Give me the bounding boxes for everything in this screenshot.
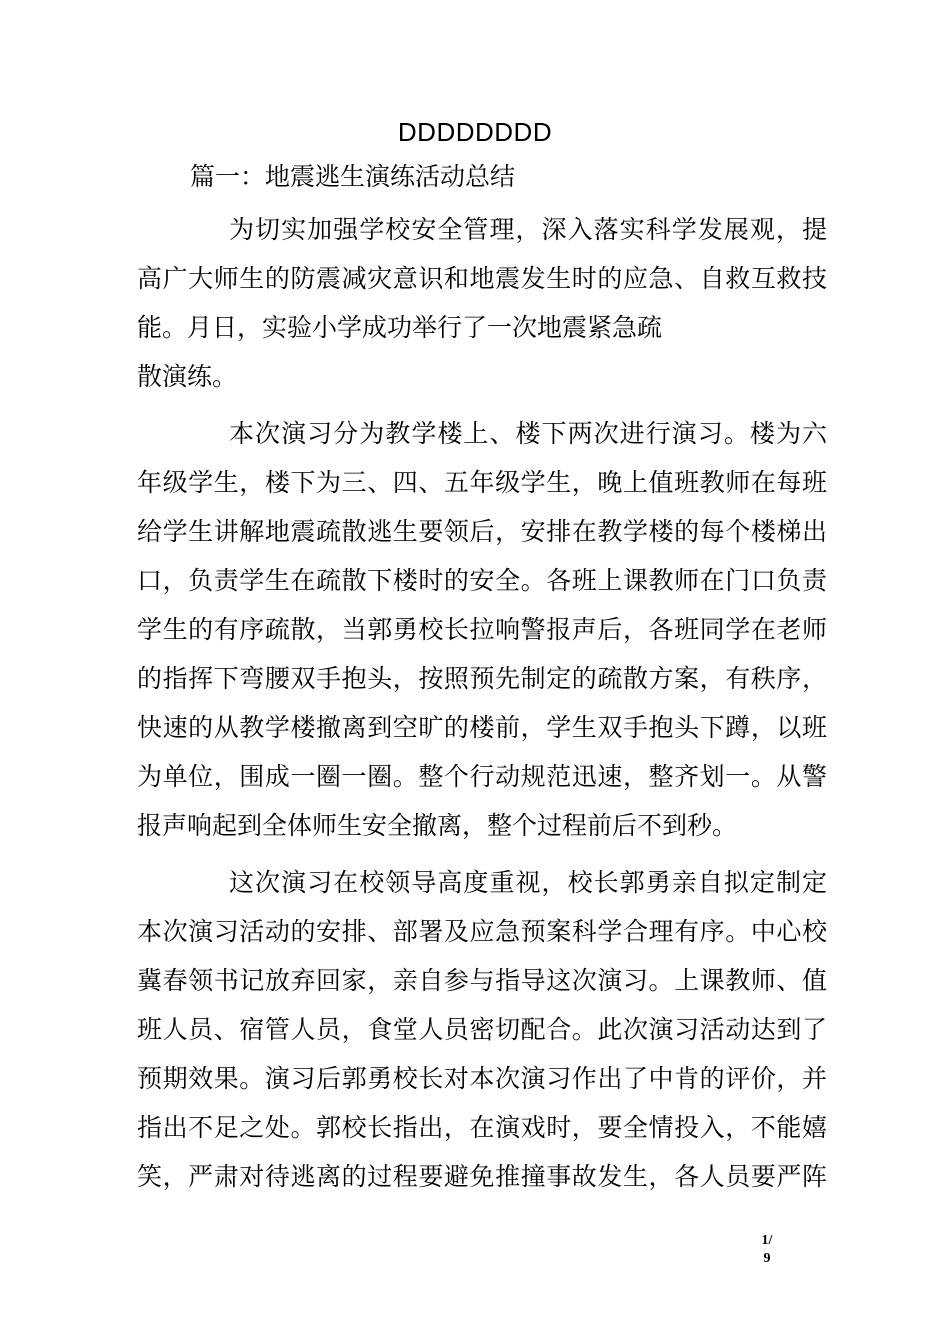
paragraph-2-line-1: 本次演习分为教学楼上、楼下两次进行演习。楼为六 xyxy=(229,419,827,448)
paragraph-2-line-7: 快速的从教学楼撤离到空旷的楼前，学生双手抱头下蹲，以班 xyxy=(137,713,827,742)
document-body xyxy=(137,205,827,1201)
paragraph-2-line-8: 为单位，围成一圈一圈。整个行动规范迅速，整齐划一。从警 xyxy=(137,762,827,791)
paragraph-1-line-2: 高广大师生的防震减灾意识和地震发生时的应急、自救互救技 xyxy=(137,264,827,293)
section-title: 篇一：地震逃生演练活动总结 xyxy=(190,162,516,191)
paragraph-3-line-5: 预期效果。演习后郭勇校长对本次演习作出了中肯的评价，并 xyxy=(137,1064,827,1093)
paragraph-2-line-6: 的指挥下弯腰双手抱头，按照预先制定的疏散方案，有秩序， xyxy=(137,664,827,693)
paragraph-2-line-3: 给学生讲解地震疏散逃生要领后，安排在教学楼的每个楼梯出 xyxy=(137,517,827,546)
paragraph-2-line-2: 年级学生，楼下为三、四、五年级学生，晚上值班教师在每班 xyxy=(137,468,827,497)
paragraph-3-line-4: 班人员、宿管人员，食堂人员密切配合。此次演习活动达到了 xyxy=(137,1015,827,1044)
paragraph-3-line-1: 这次演习在校领导高度重视，校长郭勇亲自拟定制定 xyxy=(229,868,827,897)
paragraph-3-line-6: 指出不足之处。郭校长指出，在演戏时，要全情投入，不能嬉 xyxy=(137,1113,827,1142)
paragraph-2-line-4: 口，负责学生在疏散下楼时的安全。各班上课教师在门口负责 xyxy=(137,566,827,595)
page-number-total: 9 xyxy=(763,1251,771,1266)
paragraph-1-line-1: 为切实加强学校安全管理，深入落实科学发展观，提 xyxy=(229,215,827,244)
paragraph-1-line-4: 散演练。 xyxy=(137,362,238,391)
paragraph-3-line-2: 本次演习活动的安排、部署及应急预案科学合理有序。中心校 xyxy=(137,917,827,946)
paragraph-1-line-3: 能。月日，实验小学成功举行了一次地震紧急疏 xyxy=(137,313,663,342)
paragraph-3-line-3: 冀春领书记放弃回家，亲自参与指导这次演习。上课教师、值 xyxy=(137,966,827,995)
page-number-current: 1/ xyxy=(761,1233,773,1248)
paragraph-2-line-9: 报声响起到全体师生安全撤离，整个过程前后不到秒。 xyxy=(137,811,738,840)
document-title: DDDDDDDD xyxy=(397,117,553,147)
paragraph-3-line-7: 笑，严肃对待逃离的过程要避免推撞事故发生，各人员要严阵 xyxy=(137,1162,827,1191)
page-number xyxy=(752,1232,782,1268)
paragraph-2-line-5: 学生的有序疏散，当郭勇校长拉响警报声后，各班同学在老师 xyxy=(137,615,827,644)
